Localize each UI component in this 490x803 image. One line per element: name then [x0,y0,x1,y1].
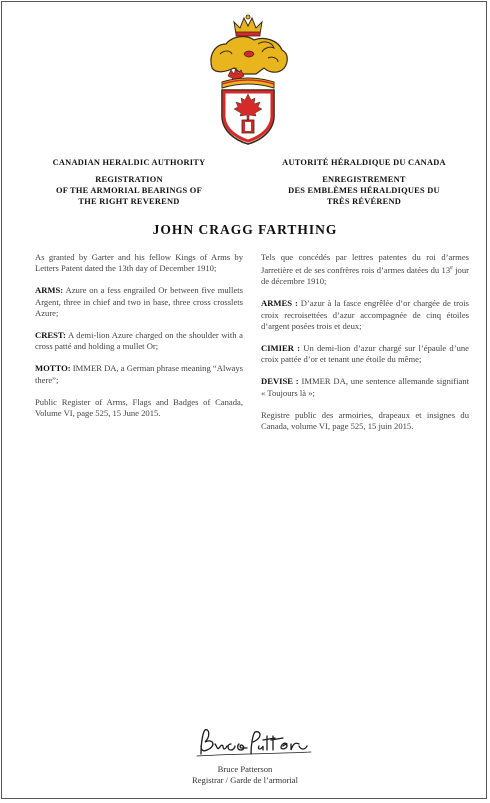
grantee-name: JOHN CRAGG FARTHING [152,222,338,237]
intro-fr [261,252,469,287]
register-en: Public Register of Arms, Flags and Badges of Canada, Volume VI, page 525, 15 June 2015. [35,396,243,419]
authority-name-fr: AUTORITÉ HÉRALDIQUE DU CANADA [282,158,446,167]
arms-label-en: ARMS: [35,285,64,296]
header-english [14,157,244,207]
shield-icon [222,90,274,144]
crest-en [35,330,243,352]
english-column [35,252,243,430]
authority-name-en: CANADIAN HERALDIC AUTHORITY [52,158,206,167]
crest-text-fr: Un demi-lion d’azur chargé sur l’épaule d’une croix pattée d’or et tenant une étoile du même; [261,343,469,365]
register-fr: Registre public des armoiries, drapeaux et insignes du Canada, volume VI, page 525, 15 juin 2015. [261,409,469,432]
arms-fr [261,298,469,332]
motto-text-en: IMMER DA, a German phrase meaning “Always there”; [35,363,243,385]
intro-fr-sup: e [450,265,453,272]
crest-text-en: A demi-lion Azure charged on the shoulder with a cross patté and holding a mullet Or; [35,330,243,352]
intro-en: As granted by Garter and his fellow Kings of Arms by Letters Patent dated the 13th day of December 1910; [35,252,243,274]
header-en-line1: REGISTRATION [95,175,163,184]
arms-text-fr: D’azur à la fasce engrêlée d’or chargée de trois croix recroisettées d’azur accompagnée de cinq étoiles d’argent posées trois et deux; [261,298,469,331]
handwritten-signature [187,724,317,766]
header-fr-line1: ENREGISTREMENT [322,175,406,184]
signatory-title: Registrar / Garde de l’armorial [192,774,298,785]
crest-label-fr: CIMIER : [261,343,301,354]
signatory-name: Bruce Patterson [217,764,273,774]
motto-text-fr: IMMER DA, une sentence allemande signifiant « Toujours là »; [261,376,470,398]
signatory-block [2,764,488,785]
header-fr-line3: TRÈS RÉVÉREND [326,197,402,206]
crest-fr [261,343,469,365]
header-french [249,157,479,207]
letters-patent-page [1,1,487,799]
crown-icon [234,15,262,36]
arms-label-fr: ARMES : [261,298,298,309]
crest-label-en: CREST: [35,330,66,341]
lion-crest-icon [211,37,287,74]
heraldic-authority-emblem [198,14,298,146]
motto-label-en: MOTTO: [35,363,71,374]
header-fr-line2: DES EMBLÈMES HÉRALDIQUES DU [288,186,440,195]
header-en-line3: THE RIGHT REVEREND [78,197,180,206]
header-en-line2: OF THE ARMORIAL BEARINGS OF [56,186,202,195]
intro-fr-b: jour de décembre 1910; [261,265,469,287]
motto-en [35,363,243,385]
motto-fr [261,376,469,398]
arms-text-en: Azure on a fess engrailed Or between five mullets Argent, three in chief and two in base, three cross crosslets Azure; [35,285,243,318]
arms-en [35,285,243,319]
intro-fr-a: Tels que concédés par lettres patentes du roi d’armes Jarretière et de ses confrères rois d’armes datées du 13 [261,252,469,276]
french-column [261,252,469,443]
motto-label-fr: DEVISE : [261,376,299,387]
